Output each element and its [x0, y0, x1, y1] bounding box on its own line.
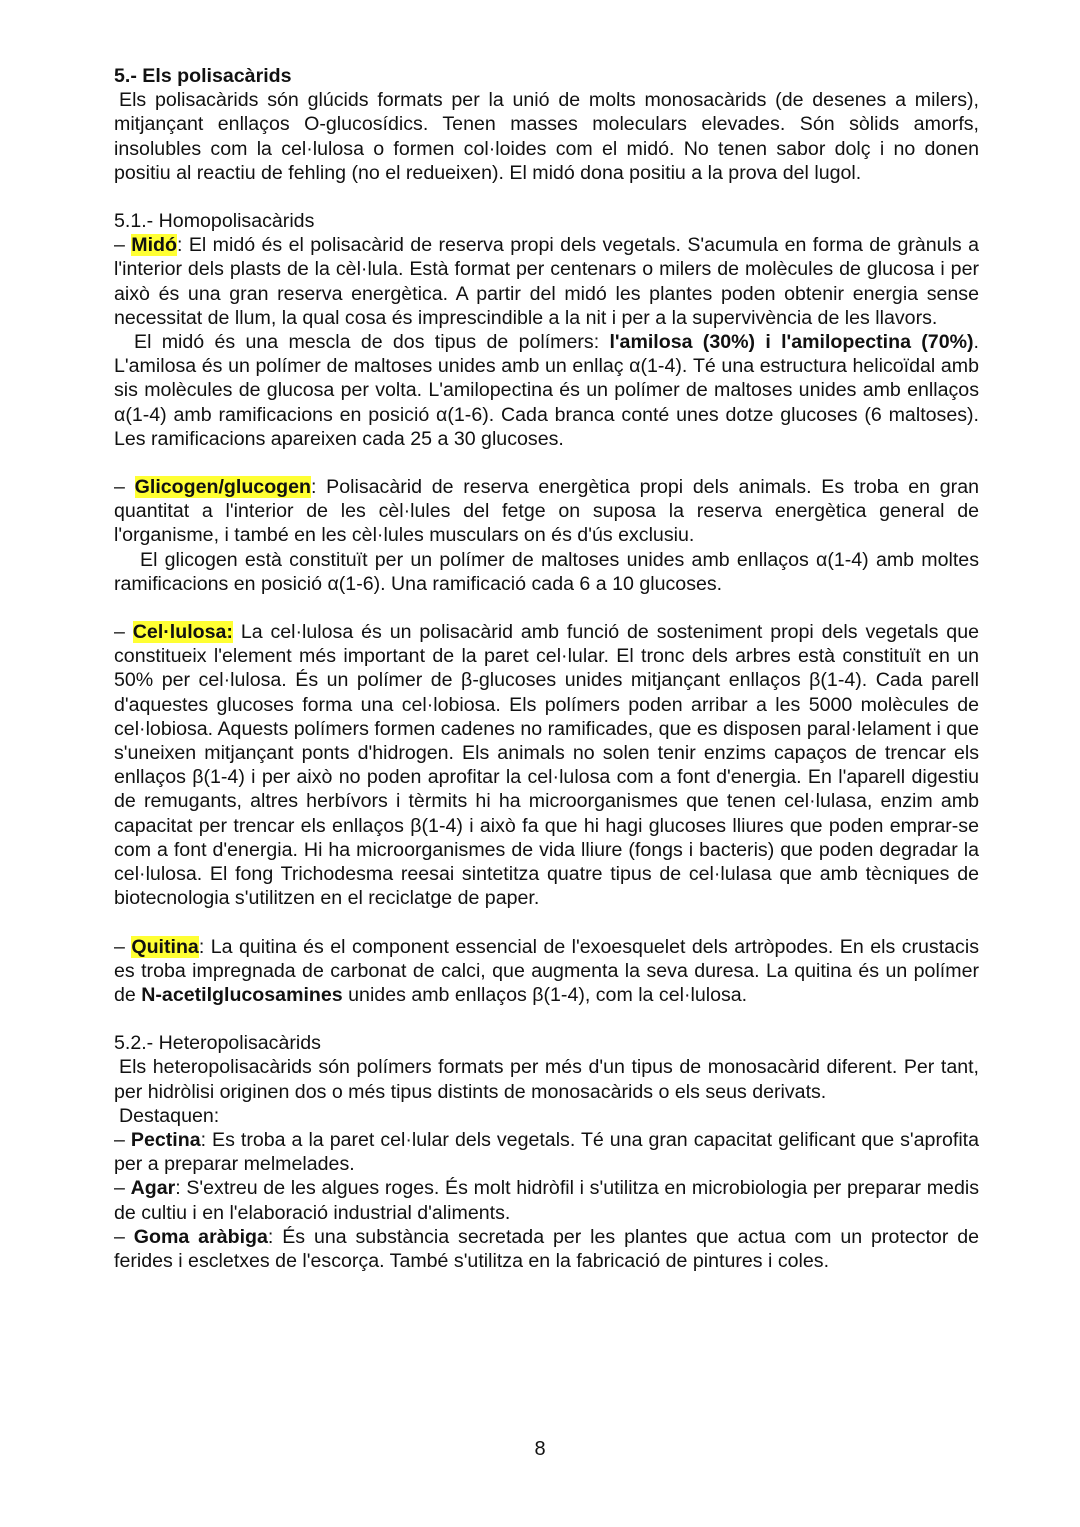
heteropolysaccharides-heading: 5.2.- Heteropolisacàrids [114, 1032, 321, 1055]
hetero-intro: Els heteropolisacàrids són polímers formats per més d'un tipus de monosacàrid diferent. Per tant, per hidròlisi originen dos o més tipus distints de monosacàrids o els seus derivats. [114, 1056, 979, 1103]
mido-paragraph-2: El midó és una mescla de dos tipus de polímers: l'amilosa (30%) i l'amilopectina (70%). L'amilosa és un polímer de maltoses unides amb un enllaç α(1-4). Té una estructura helicoïdal amb sis molècules de glucosa per volta. L'amilopectina és un polímer de maltoses unides amb enllaços α(1-4) amb ramificacions en posició α(1-6). Cada branca conté unes dotze glucoses (6 maltoses). Les ramificacions apareixen cada 25 a 30 glucoses. [114, 331, 979, 450]
cellulosa-paragraph: – Cel·lulosa: La cel·lulosa és un polisacàrid amb funció de sosteniment propi dels vegetals que constitueix l'element més important de la paret cel·lular. El tronc dels arbres està constituït en un 50% per cel·lulosa. És un polímer de β-glucoses unides mitjançant enllaços β(1-4). Cada parell d'aquestes glucoses forma una cel·lobiosa. Els polímers poden arribar a les 5000 molècules de cel·lobiosa. Aquests polímers formen cadenes no ramificades, que es disposen paral·lelament i que s'uneixen mitjançant ponts d'hidrogen. Els animals no solen tenir enzims capaços de trencar els enllaços β(1-4) i per això no poden aprofitar la cel·lulosa com a font d'energia. En l'aparell digestiu de remugants, altres herbívors i tèrmits hi ha microorganismes que tenen cel·lulasa, enzim amb capacitat per trencar els enllaços β(1-4) i això fa que hi hagi glucoses lliures que poden emprar-se com a font d'energia. Hi ha microorganismes de vida lliure (fongs i bacteris) que poden degradar la cel·lulosa. El fong Trichodesma reesai sintetitza quatre tipus de cel·lulasa que amb tècniques de biotecnologia s'utilitzen en el reciclatge de paper. [114, 621, 979, 910]
mido-term: Midó [131, 234, 177, 257]
cellulosa-term: Cel·lulosa: [132, 621, 233, 644]
goma-arabiga-item: – Goma aràbiga: És una substància secretada per les plantes que actua com un protector de ferides i escletxes de l'escorça. També s'utilitza en la fabricació de pintures i coles. [114, 1225, 980, 1272]
section-title: 5.- Els polisacàrids [114, 65, 292, 87]
glicogen-paragraph: – Glicogen/glucogen: Polisacàrid de reserva energètica propi dels animals. Es troba en gran quantitat a l'interior de les cèl·lules del fetge on suposa la reserva energètica general de l'organisme, i també en les cèl·lules musculars on és d'ús exclusiu. [114, 476, 979, 547]
mido-paragraph: – Midó: El midó és el polisacàrid de reserva propi dels vegetals. S'acumula en forma de grànuls a l'interior dels plasts de la cèl·lula. Està format per centenars o milers de molècules de glucosa i per això és una gran reserva energètica. A partir del midó les plantes poden obtenir energia sense necessitat de llum, la qual cosa és imprescindible a la nit i per a la supervivència de les llavors. [114, 234, 980, 329]
pectina-item: – Pectina: Es troba a la paret cel·lular dels vegetals. Té una gran capacitat gelificant que s'aprofita per a preparar melmelades. [114, 1128, 980, 1176]
glicogen-term: Glicogen/glucogen [134, 476, 311, 499]
homopolysaccharides-heading: 5.1.- Homopolisacàrids [114, 210, 315, 233]
quitina-term: Quitina [131, 935, 199, 958]
destaquen-label: Destaquen: [119, 1104, 220, 1127]
agar-item: – Agar: S'extreu de les algues roges. És molt hidròfil i s'utilitza en microbiologia per preparar medis de cultiu i en l'elaboració industrial d'aliments. [114, 1177, 980, 1224]
pectina-term: Pectina [130, 1128, 201, 1151]
page-number: 8 [534, 1438, 546, 1460]
amilosa-amilopectina: l'amilosa (30%) i l'amilopectina (70%) [609, 331, 974, 354]
quitina-paragraph: – Quitina: La quitina és el component essencial de l'exoesquelet dels artròpodes. En els crustacis es troba impregnada de carbonat de calci, que augmenta la seva duresa. La quitina és un polímer de N-acetilglucosamines unides amb enllaços β(1-4), com la cel·lulosa. [114, 935, 979, 1006]
n-acetilglucosamines: N-acetilglucosamines [141, 983, 343, 1006]
goma-arabiga-term: Goma aràbiga [133, 1225, 268, 1248]
document-page [114, 64, 979, 1273]
glicogen-paragraph-2: El glicogen està constituït per un polímer de maltoses unides amb enllaços α(1-4) amb moltes ramificacions en posició α(1-6). Una ramificació cada 6 a 10 glucoses. [114, 548, 979, 595]
intro-paragraph: Els polisacàrids són glúcids formats per la unió de molts monosacàrids (de desenes a milers), mitjançant enllaços O-glucosídics. Tenen masses moleculars elevades. Són sòlids amorfs, insolubles com la cel·lulosa o formen col·loides com el midó. No tenen sabor dolç i no donen positiu al reactiu de fehling (no el redueixen). El midó dona positiu a la prova del lugol. [114, 89, 979, 184]
agar-term: Agar [130, 1177, 176, 1200]
